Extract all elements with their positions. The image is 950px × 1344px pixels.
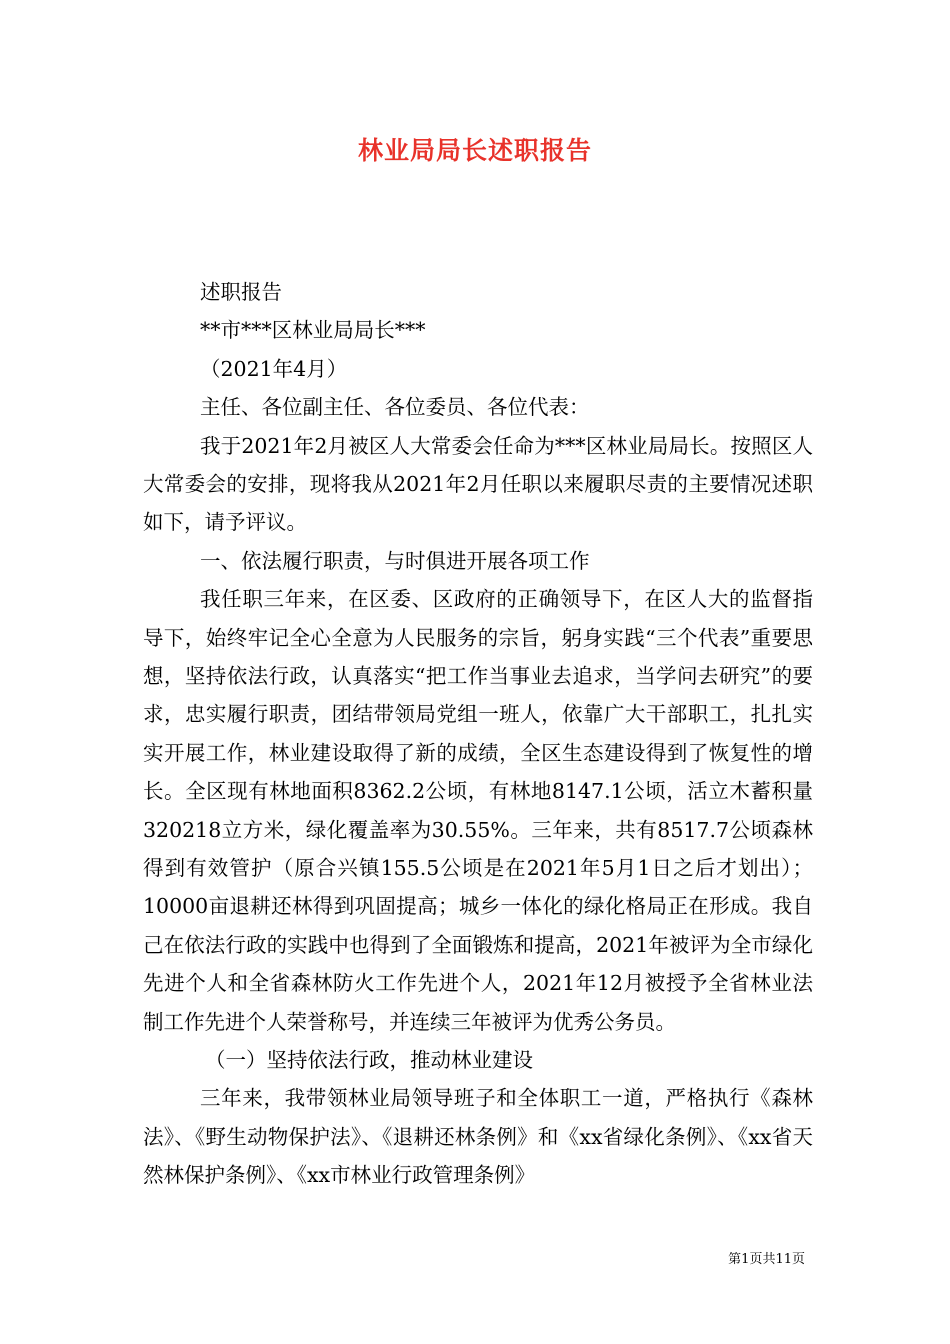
document-title: 林业局局长述职报告 <box>357 136 592 165</box>
subsection-heading-1: （一）坚持依法行政，推动林业建设 <box>205 1048 533 1073</box>
salutation: 主任、各位副主任、各位委员、各位代表： <box>200 395 590 420</box>
author-line: **市***区林业局局长*** <box>200 318 426 343</box>
date-line: （2021年4月） <box>200 356 348 381</box>
paragraph-summary: 我任职三年来，在区委、区政府的正确领导下，在区人大的监督指导下，始终牢记全心全意为人民服务的宗旨，躬身实践“三个代表”重要思想，坚持依法行政，认真落实“把工作当事业去追求，当学问去研究”的要求，忠实履行职责，团结带领局党组一班人，依靠广大干部职工，扎扎实实开展工作，林业建设取得了新的成绩，全区生态建设得到了恢复性的增长。全区现有林地面积8362.2公顷，有林地8147.1公顷，活立木蓄积量320218立方米，绿化覆盖率为30.55%。三年来，共有8517.7公顷森林得到有效管护（原合兴镇155.5公顷是在2021年5月1日之后才划出）；10000亩退耕还林得到巩固提高；城乡一体化的绿化格局正在形成。我自己在依法行政的实践中也得到了全面锻炼和提高，2021年被评为全市绿化先进个人和全省森林防火工作先进个人，2021年12月被授予全省林业法制工作先进个人荣誉称号，并连续三年被评为优秀公务员。 <box>143 587 813 1034</box>
page-number: 第1页共11页 <box>728 1252 805 1267</box>
report-label: 述职报告 <box>200 280 282 304</box>
paragraph-laws: 三年来，我带领林业局领导班子和全体职工一道，严格执行《森林法》、《野生动物保护法》、《退耕还林条例》和《xx省绿化条例》、《xx省天然林保护条例》、《xx市林业行政管理条例》 <box>143 1086 813 1188</box>
section-heading-1: 一、依法履行职责，与时俱进开展各项工作 <box>200 548 590 573</box>
paragraph-intro: 我于2021年2月被区人大常委会任命为***区林业局局长。按照区人大常委会的安排，现将我从2021年2月任职以来履职尽责的主要情况述职如下，请予评议。 <box>143 433 813 535</box>
document-body <box>143 273 813 1195</box>
